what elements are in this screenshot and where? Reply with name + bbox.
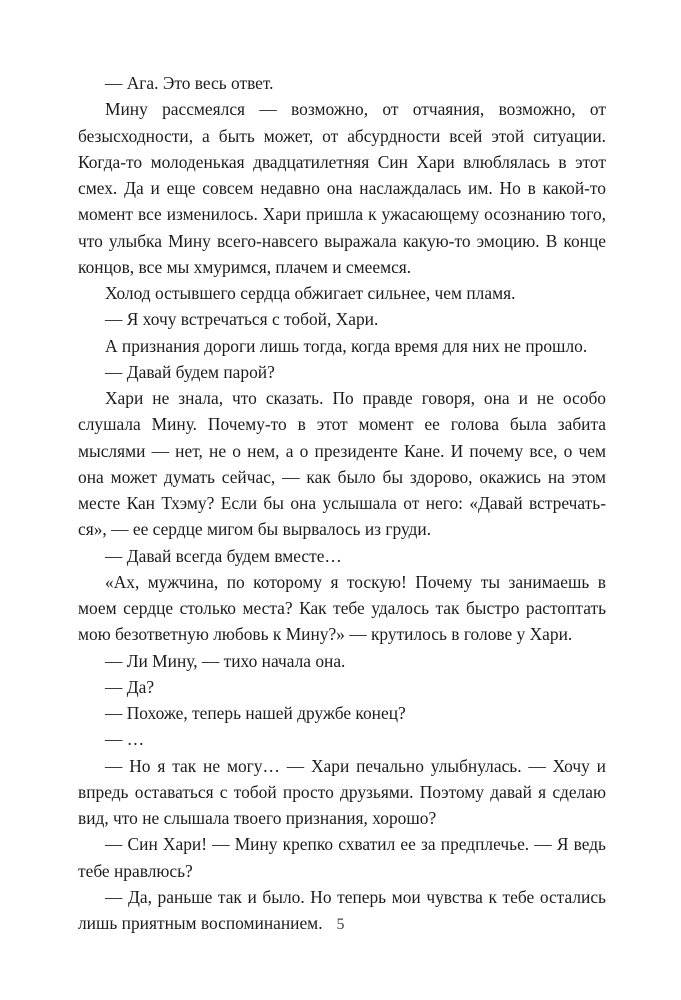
paragraph-7: Хари не знала, что сказать. По правде говоря, она и не особо слушала Мину. Почему-то в этот момент ее голова была забита мыслями — нет, не о нем, а о президенте Кане. И почему все, о чем она может думать сейчас, — как было бы здорово, окажись на этом месте Кан Тхэму? Если бы она услышала от него: «Давай встречаться», — ее сердце мигом бы вырвалось из груди. xyxy=(78,388,606,540)
paragraph-1: — Ага. Это весь ответ. xyxy=(105,73,274,93)
paragraph-9: «Ах, мужчина, по которому я тоскую! Почему ты занимаешь в моем сердце столько места? Как тебе удалось так быстро растоптать мою безответную любовь к Мину?» — крутилось в голове у Хари. xyxy=(78,571,606,645)
paragraph-6: — Давай будем парой? xyxy=(105,361,275,382)
paragraph-3: Холод остывшего сердца обжигает сильнее, чем пламя. xyxy=(105,283,516,303)
paragraph-14: — Но я так не могу… — Хари печально улыбнулась. — Хочу и впредь оставаться с тобой просто друзьями. Поэтому давай я сделаю вид, что не слышала твоего признания, хорошо? xyxy=(78,755,606,828)
paragraph-2: Мину рассмеялся — возможно, от отчаяния, возможно, от безысходности, а быть может, от абсурдности всей этой ситуации. Когда-то молоденькая двадцатилетняя Син Хари влюблялась в этот смех. Да и еще совсем недавно она наслаждалась им. Но в какой-то момент все изменилось. Хари пришла к ужасающему осознанию того, что улыбка Мину всего-навсего выражала какую-то эмоцию. В конце концов, все мы хмуримся, плачем и смеемся. xyxy=(78,99,606,277)
paragraph-8: — Давай всегда будем вместе… xyxy=(105,545,342,566)
body-text xyxy=(78,70,606,936)
paragraph-11: — Да? xyxy=(105,676,155,697)
paragraph-16: — Да, раньше так и было. Но теперь мои чувства к тебе остались лишь приятным воспоминанием. xyxy=(78,886,606,933)
paragraph-5: А признания дороги лишь тогда, когда время для них не прошло. xyxy=(105,335,588,356)
paragraph-10: — Ли Мину, — тихо начала она. xyxy=(105,650,346,671)
page-number: 5 xyxy=(336,916,345,933)
paragraph-12: — Похоже, теперь нашей дружбе конец? xyxy=(105,703,406,723)
paragraph-13: — … xyxy=(105,729,145,750)
paragraph-15: — Син Хари! — Мину крепко схватил ее за предплечье. — Я ведь тебе нравлюсь? xyxy=(78,834,606,881)
paragraph-4: — Я хочу встречаться с тобой, Хари. xyxy=(105,309,379,330)
